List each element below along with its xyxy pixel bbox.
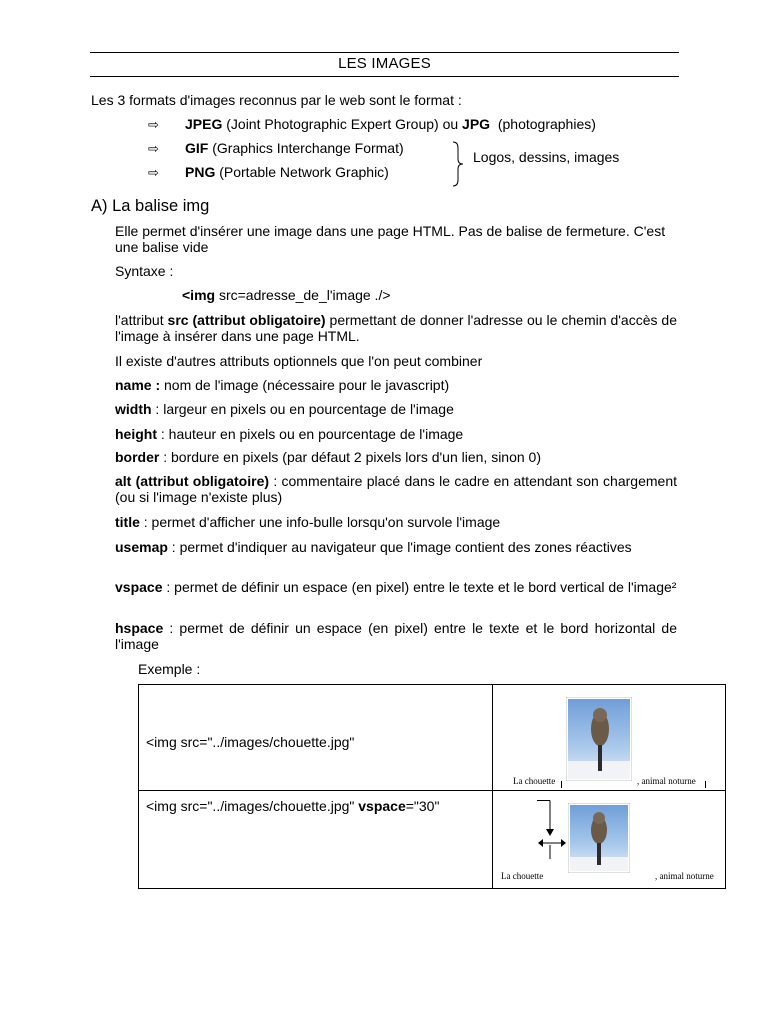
attr-label: width bbox=[115, 401, 152, 417]
caption-connector-1 bbox=[561, 781, 706, 789]
brace-note: Logos, dessins, images bbox=[473, 149, 620, 165]
src-post: permettant de donner l'adresse ou le chemin d'accès de l'image à insérer dans une page HTML. bbox=[115, 312, 678, 344]
format-item-jpeg bbox=[148, 116, 159, 133]
attr-desc: : permet d'afficher une info-bulle lorsqu'on survole l'image bbox=[139, 514, 501, 530]
attr-desc: : bordure en pixels (par défaut 2 pixels lors d'un lien, sinon 0) bbox=[159, 449, 542, 465]
format-name: GIF bbox=[185, 140, 209, 156]
code2-pre: <img src="../images/chouette.jpg" bbox=[146, 798, 359, 814]
example-table bbox=[138, 684, 726, 889]
attr-label: alt (attribut obligatoire) bbox=[115, 473, 270, 489]
code2-bold: vspace bbox=[358, 798, 406, 814]
owl-photo-1 bbox=[566, 697, 632, 781]
intro-text: Les 3 formats d'images reconnus par le web sont le format : bbox=[91, 92, 462, 108]
caption-left-2: La chouette bbox=[501, 871, 544, 881]
format-expansion: (Portable Network Graphic) bbox=[219, 164, 389, 180]
src-paragraph bbox=[115, 312, 677, 344]
format-item-png bbox=[148, 164, 159, 181]
attr-border bbox=[115, 449, 677, 465]
section-heading: A) La balise img bbox=[91, 197, 210, 215]
attr-label: hspace bbox=[115, 620, 164, 636]
attr-width bbox=[115, 401, 677, 417]
syntax-label: Syntaxe : bbox=[115, 263, 174, 279]
intro-paragraph: Elle permet d'insérer une image dans une page HTML. Pas de balise de fermeture. C'est une balise vide bbox=[115, 223, 666, 255]
attr-desc: : permet de définir un espace (en pixel) entre le texte et le bord vertical de l'image² bbox=[162, 579, 677, 595]
format-note: (photographies) bbox=[497, 116, 596, 132]
owl-photo-2 bbox=[568, 803, 630, 873]
attr-label: name : bbox=[115, 377, 161, 393]
table-divider-vertical bbox=[492, 685, 493, 888]
attr-vspace bbox=[115, 579, 677, 595]
attr-hspace bbox=[115, 620, 677, 652]
attr-label: vspace bbox=[115, 579, 163, 595]
format-expansion: (Joint Photographic Expert Group) ou bbox=[226, 116, 459, 132]
table-divider-horizontal bbox=[139, 790, 725, 791]
title-rule bbox=[90, 76, 679, 77]
example-code-1: <img src="../images/chouette.jpg" bbox=[146, 734, 355, 750]
curly-brace-icon bbox=[450, 141, 466, 187]
attr-desc: nom de l'image (nécessaire pour le javascript) bbox=[160, 377, 450, 393]
attr-height bbox=[115, 426, 677, 442]
format-png-text bbox=[185, 164, 389, 180]
attr-desc: : permet d'indiquer au navigateur que l'image contient des zones réactives bbox=[167, 539, 632, 555]
caption-right-2: , animal noturne bbox=[655, 871, 714, 881]
code2-post: ="30" bbox=[405, 798, 440, 814]
attr-label: usemap bbox=[115, 539, 168, 555]
syntax-code bbox=[182, 287, 391, 303]
format-item-gif bbox=[148, 140, 159, 157]
others-paragraph: Il existe d'autres attributs optionnels que l'on peut combiner bbox=[115, 353, 483, 369]
arrow-right-icon: ⇨ bbox=[148, 165, 159, 180]
attr-alt bbox=[115, 473, 677, 505]
arrow-right-icon: ⇨ bbox=[148, 117, 159, 132]
format-name: PNG bbox=[185, 164, 216, 180]
attr-desc: : largeur en pixels ou en pourcentage de l'image bbox=[151, 401, 454, 417]
attr-desc: : permet de définir un espace (en pixel) entre le texte et le bord horizontal de l'image bbox=[115, 620, 677, 652]
syntax-rest: src=adresse_de_l'image ./> bbox=[215, 287, 391, 303]
attr-label: height bbox=[115, 426, 157, 442]
arrow-right-icon: ⇨ bbox=[148, 141, 159, 156]
caption-right-1: , animal noturne bbox=[637, 776, 696, 786]
syntax-tag: <img bbox=[182, 287, 216, 303]
attr-label: border bbox=[115, 449, 160, 465]
attr-desc: : commentaire placé dans le cadre en attendant son chargement (ou si l'image n'existe plus) bbox=[115, 473, 677, 505]
attr-name bbox=[115, 377, 677, 393]
attr-title bbox=[115, 514, 677, 530]
vspace-arrow-icon bbox=[537, 799, 571, 861]
src-pre: l'attribut bbox=[115, 312, 168, 328]
caption-left-1: La chouette bbox=[513, 776, 556, 786]
attr-desc: : hauteur en pixels ou en pourcentage de l'image bbox=[157, 426, 464, 442]
format-name: JPEG bbox=[185, 116, 223, 132]
example-code-2 bbox=[146, 798, 439, 814]
attr-usemap bbox=[115, 539, 677, 555]
format-gif-text bbox=[185, 140, 404, 156]
format-jpeg-text bbox=[185, 116, 596, 132]
attr-label: title bbox=[115, 514, 140, 530]
src-bold: src (attribut obligatoire) bbox=[167, 312, 326, 328]
example-label: Exemple : bbox=[138, 661, 201, 677]
top-rule bbox=[90, 52, 679, 53]
format-alt-name: JPG bbox=[462, 116, 491, 132]
page-title: LES IMAGES bbox=[338, 55, 431, 72]
format-expansion: (Graphics Interchange Format) bbox=[212, 140, 404, 156]
